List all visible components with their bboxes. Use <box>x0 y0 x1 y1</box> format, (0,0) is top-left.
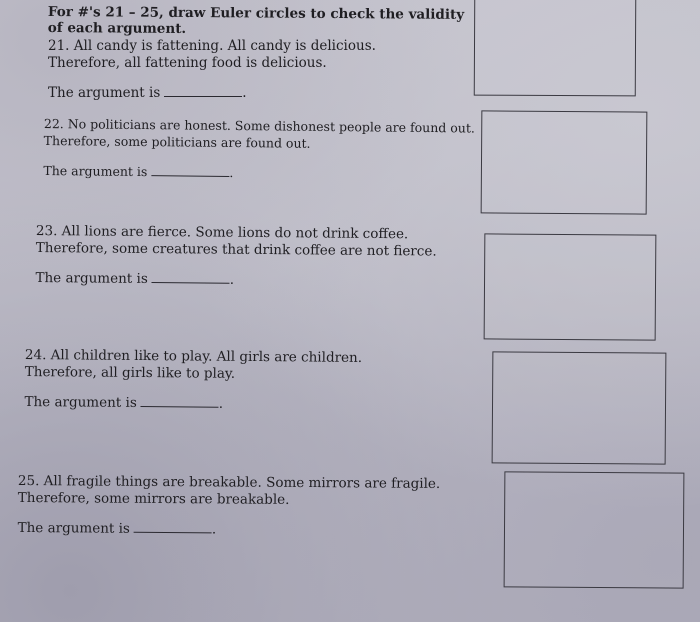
problem-22-conclusion: Therefore, some politicians are found out. <box>43 132 311 151</box>
problem-22-argument <box>43 162 474 184</box>
problem-24 <box>24 347 362 414</box>
argument-label: The argument is <box>48 85 161 101</box>
problem-23 <box>35 223 436 290</box>
argument-label: The argument is <box>24 393 137 411</box>
problem-22-premises: 22. No politicians are honest. Some dishonest people are found out. <box>43 115 475 136</box>
argument-period: . <box>218 395 224 412</box>
argument-period: . <box>242 85 247 101</box>
problem-23-argument <box>35 270 436 290</box>
answer-blank[interactable] <box>141 396 219 408</box>
problem-25-conclusion: Therefore, some mirrors are breakable. <box>17 489 290 508</box>
answer-blank[interactable] <box>151 165 229 177</box>
answer-blank[interactable] <box>152 272 230 284</box>
problem-24-argument <box>24 394 361 414</box>
problem-23-conclusion: Therefore, some creatures that drink coffee are not fierce. <box>35 239 437 260</box>
argument-period: . <box>229 271 235 288</box>
answer-blank[interactable] <box>134 522 212 534</box>
euler-diagram-box-22[interactable] <box>481 110 648 214</box>
problem-25-premises: 25. All fragile things are breakable. Some mirrors are fragile. <box>17 473 441 492</box>
instructions-heading: For #'s 21 – 25, draw Euler circles to check the validity of each argument. <box>47 4 465 37</box>
euler-diagram-box-21[interactable] <box>474 0 637 96</box>
problem-21-conclusion: Therefore, all fattening food is delicious. <box>48 55 327 71</box>
problem-23-premises: 23. All lions are fierce. Some lions do not drink coffee. <box>35 223 409 243</box>
argument-period: . <box>211 521 217 538</box>
problem-21 <box>48 38 376 102</box>
argument-label: The argument is <box>17 519 130 537</box>
problem-21-premises: 21. All candy is fattening. All candy is delicious. <box>48 38 376 54</box>
euler-diagram-box-25[interactable] <box>504 471 685 588</box>
argument-label: The argument is <box>35 269 148 287</box>
argument-label: The argument is <box>43 162 148 180</box>
euler-diagram-box-24[interactable] <box>492 351 667 464</box>
problem-22 <box>43 115 475 184</box>
problem-25 <box>18 473 441 540</box>
problem-21-argument <box>48 85 376 102</box>
answer-blank[interactable] <box>164 86 242 97</box>
problem-24-conclusion: Therefore, all girls like to play. <box>24 363 236 382</box>
problem-24-premises: 24. All children like to play. All girls are children. <box>24 347 363 366</box>
euler-diagram-box-23[interactable] <box>484 233 657 340</box>
argument-period: . <box>229 164 234 180</box>
problem-25-argument <box>18 520 440 540</box>
